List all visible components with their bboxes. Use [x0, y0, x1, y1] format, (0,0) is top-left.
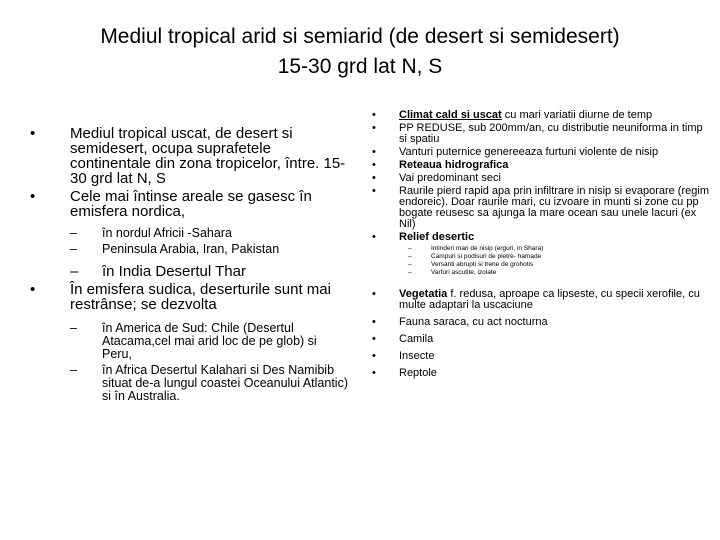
bullet-icon: • [372, 172, 376, 184]
bullet-icon: • [372, 350, 376, 362]
slide-title-line1: Mediul tropical arid si semiarid (de desert si semidesert) [100, 25, 620, 48]
left-point-1-text: Mediul tropical uscat, de desert si semidesert, ocupa suprafetele continentale din zona tropicelor, între. 15-30 grd lat N, S [70, 125, 346, 187]
slide-title [30, 22, 690, 82]
left-sub-india-text: în India Desertul Thar [102, 263, 246, 280]
vegetation-text: f. redusa, aproape ca lipseste, cu specii xerofile, cu multe adaptari la uscaciune [399, 288, 700, 311]
right-item-precip [368, 123, 713, 145]
bullet-icon: • [372, 316, 376, 328]
right-item-wind [368, 147, 713, 158]
bullet-icon: • [372, 231, 376, 243]
right-item-camel [368, 334, 713, 345]
bullet-icon: • [372, 185, 376, 197]
bullet-icon: • [372, 333, 376, 345]
dash-icon: – [408, 253, 412, 260]
dash-icon: – [70, 242, 77, 256]
right-item-insects [368, 351, 713, 362]
vegetation-label: Vegetatia [399, 288, 448, 300]
relief-label: Relief desertic [399, 231, 475, 243]
right-item-rivers [368, 186, 713, 230]
dash-icon: – [408, 269, 412, 276]
bullet-icon: • [30, 188, 36, 205]
dash-icon: – [408, 261, 412, 268]
bullet-icon: • [30, 125, 36, 142]
valleys-text: Vai predominant seci [399, 172, 501, 184]
right-item-vegetation [368, 289, 713, 311]
precip-text: PP REDUSE, sub 200mm/an, cu distributie neuniforma in timp si spatiu [399, 122, 703, 145]
left-sub-africa [30, 227, 350, 240]
climate-label: Climat cald si uscat [399, 109, 502, 121]
left-sub-america-text: în America de Sud: Chile (Desertul Atacama,cel mai arid loc de pe glob) si Peru, [102, 321, 317, 361]
right-item-climate [368, 110, 713, 121]
wind-text: Vanturi puternice genereeaza furtuni violente de nisip [399, 146, 659, 158]
relief-sub-2-text: Campuri si podisuri de pietre- hamade [431, 253, 542, 260]
climate-text: cu mari variatii diurne de temp [501, 109, 653, 121]
slide-title-line2: 15-30 grd lat N, S [277, 55, 443, 78]
left-sub-arabia-text: Peninsula Arabia, Iran, Pakistan [102, 242, 280, 256]
relief-sub-1-text: Intinderi mari de nisip (erguri, in Shara) [431, 245, 544, 252]
right-item-reptiles [368, 368, 713, 379]
reptiles-text: Reptole [399, 367, 437, 379]
right-item-hydro [368, 160, 713, 171]
relief-sub-4 [368, 269, 713, 277]
bullet-icon: • [372, 367, 376, 379]
bullet-icon: • [30, 281, 36, 298]
left-point-3-text: În emisfera sudica, deserturile sunt mai restrânse; se dezvolta [70, 281, 331, 313]
insects-text: Insecte [399, 350, 435, 362]
hydro-label: Reteaua hidrografica [399, 159, 509, 171]
left-sub-arabia [30, 243, 350, 256]
relief-sub-3-text: Versanti abrupti si trene de grohotis [431, 261, 534, 268]
left-sub-africa-text: în nordul Africii -Sahara [102, 226, 232, 240]
left-point-3 [30, 282, 350, 312]
right-item-valleys [368, 173, 713, 184]
right-column [368, 110, 713, 381]
relief-sub-2 [368, 253, 713, 261]
bullet-icon: • [372, 159, 376, 171]
left-point-1 [30, 126, 350, 186]
bullet-icon: • [372, 146, 376, 158]
right-item-relief [368, 232, 713, 243]
left-point-2 [30, 189, 350, 219]
bullet-icon: • [372, 109, 376, 121]
dash-icon: – [70, 263, 79, 280]
left-sub-kalahari [30, 364, 350, 403]
dash-icon: – [408, 245, 412, 252]
dash-icon: – [70, 321, 77, 335]
bullet-icon: • [372, 288, 376, 300]
left-column [30, 126, 350, 406]
left-point-2-text: Cele mai întinse areale se gasesc în emisfera nordica, [70, 188, 312, 220]
dash-icon: – [70, 363, 77, 377]
left-sub-america [30, 322, 350, 361]
fauna-text: Fauna saraca, cu act nocturna [399, 316, 548, 328]
left-sub-india [30, 264, 350, 279]
relief-sub-1 [368, 245, 713, 253]
left-sub-kalahari-text: în Africa Desertul Kalahari si Des Namibib situat de-a lungul coastei Oceanului Atlantic) si în Australia. [102, 363, 348, 403]
camel-text: Camila [399, 333, 434, 345]
bullet-icon: • [372, 122, 376, 134]
right-item-fauna [368, 317, 713, 328]
relief-sub-3 [368, 261, 713, 269]
relief-sub-4-text: Varfuri ascutite, izolate [431, 269, 497, 276]
dash-icon: – [70, 226, 77, 240]
rivers-text: Raurile pierd rapid apa prin infiltrare in nisip si evaporare (regim endoreic). Doar raurile mari, cu izvoare in munti si zone cu pp bogate reusesc sa ajunga la mare ocean sau unele lacuri (ex Nil) [399, 185, 709, 230]
